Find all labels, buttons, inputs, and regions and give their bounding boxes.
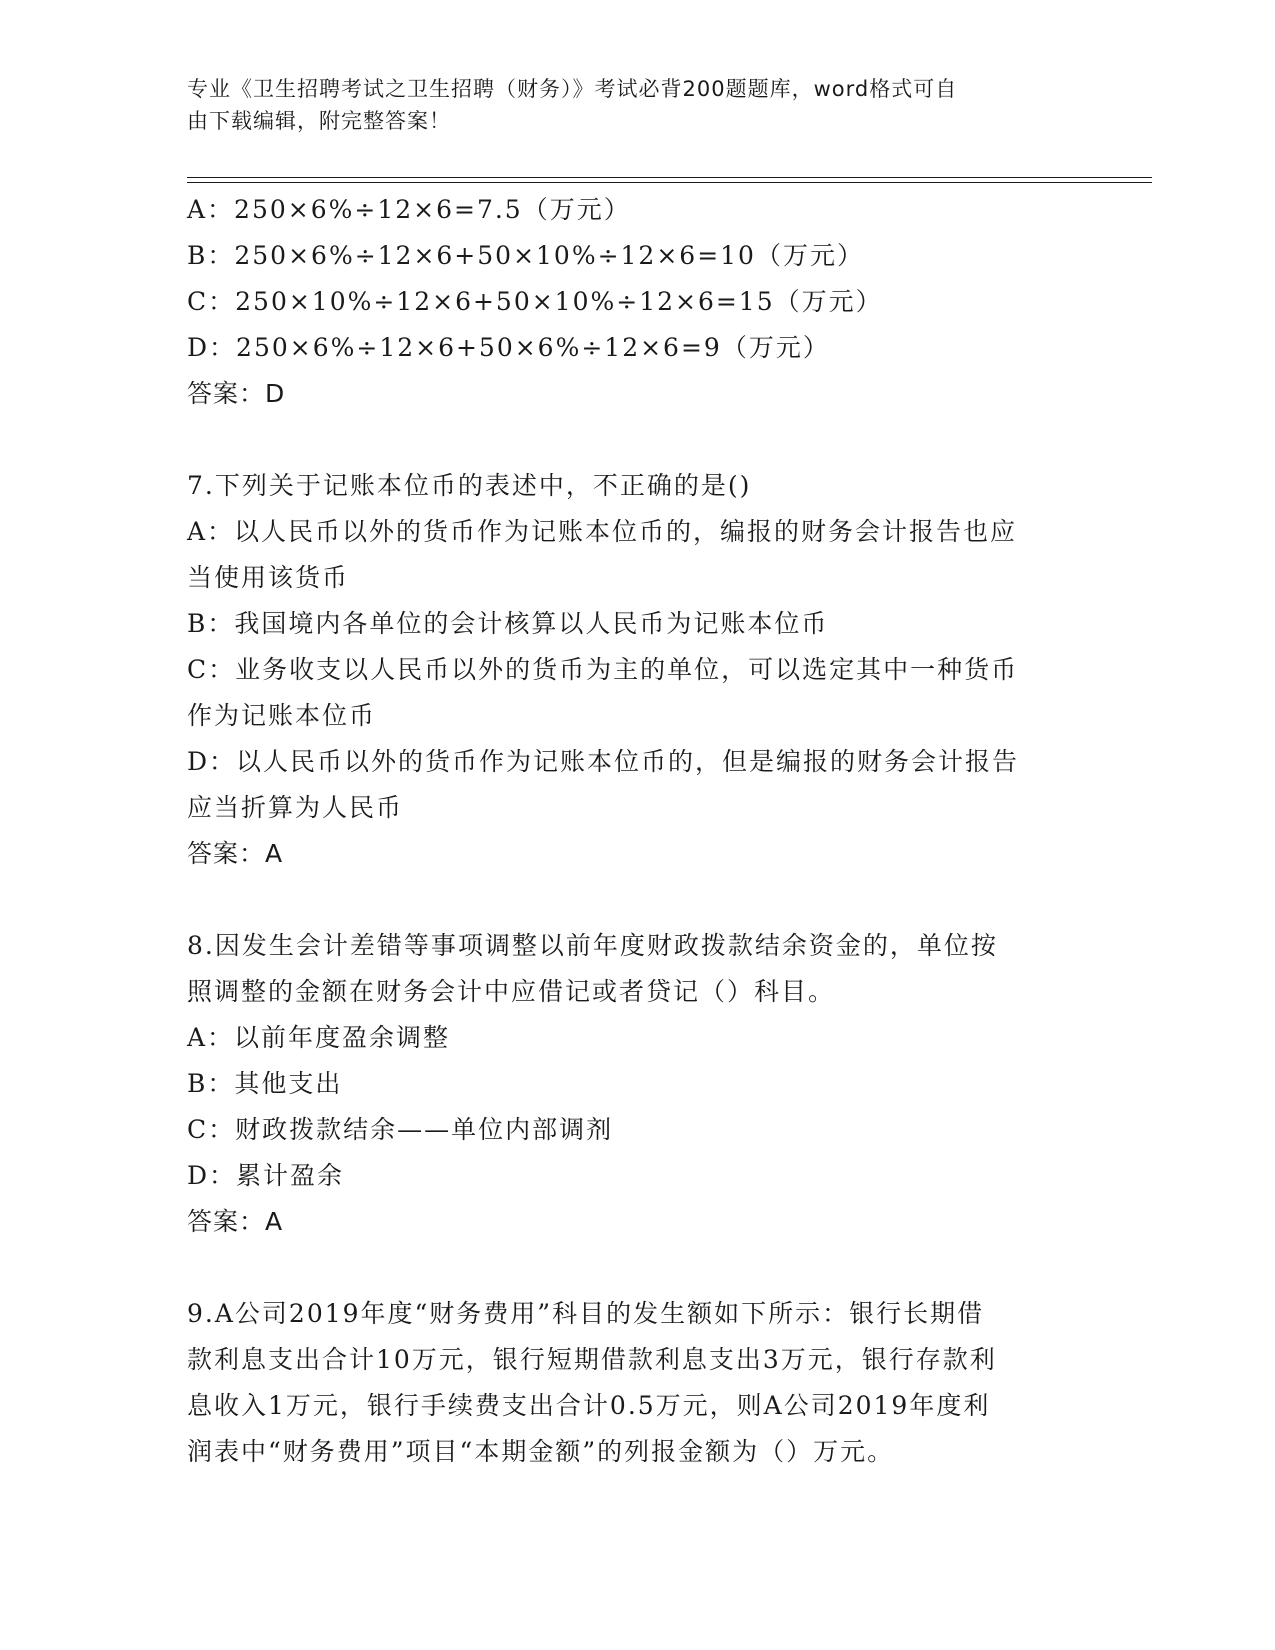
q6-option-c: C：250×10%÷12×6+50×10%÷12×6=15（万元） [187,287,883,316]
q7-option-b: B：我国境内各单位的会计核算以人民币为记账本位币 [187,609,829,638]
q7-option-a-line-1: A：以人民币以外的货币作为记账本位币的，编报的财务会计报告也应 [187,517,1018,546]
q7-option-a-line-2: 当使用该货币 [187,563,350,592]
q9-stem-line-4: 润表中“财务费用”项目“本期金额”的列报金额为（）万元。 [187,1437,895,1466]
q6-answer: 答案：D [187,379,286,408]
q8-answer: 答案：A [187,1207,284,1236]
header-line-2: 由下载编辑，附完整答案！ [187,109,451,133]
document-header [187,73,1067,137]
q7-option-c-line-2: 作为记账本位币 [187,701,377,730]
spacer [187,417,1087,463]
header-divider-thin [187,177,1152,178]
q8-stem-line-2: 照调整的金额在财务会计中应借记或者贷记（）科目。 [187,977,836,1006]
spacer [187,1245,1087,1291]
q8-option-c: C：财政拨款结余——单位内部调剂 [187,1115,614,1144]
q7-stem: 7.下列关于记账本位币的表述中，不正确的是() [187,471,752,500]
header-divider-thick [187,182,1152,183]
q7-option-d-line-2: 应当折算为人民币 [187,793,404,822]
header-line-1: 专业《卫生招聘考试之卫生招聘（财务）》考试必背200题题库，word格式可自 [187,77,958,101]
q9-stem-line-2: 款利息支出合计10万元，银行短期借款利息支出3万元，银行存款利 [187,1345,997,1374]
q8-option-d: D：累计盈余 [187,1161,345,1190]
question-content [187,187,1087,1475]
q8-option-a: A：以前年度盈余调整 [187,1023,451,1052]
q7-option-d-line-1: D：以人民币以外的货币作为记账本位币的，但是编报的财务会计报告 [187,747,1020,776]
q6-option-d: D：250×6%÷12×6+50×6%÷12×6=9（万元） [187,333,830,362]
q9-stem-line-1: 9.A公司2019年度“财务费用”科目的发生额如下所示：银行长期借 [187,1299,985,1328]
q6-option-b: B：250×6%÷12×6+50×10%÷12×6=10（万元） [187,241,864,270]
q6-option-a: A：250×6%÷12×6=7.5（万元） [187,195,631,224]
q8-stem-line-1: 8.因发生会计差错等事项调整以前年度财政拨款结余资金的，单位按 [187,931,998,960]
q7-option-c-line-1: C：业务收支以人民币以外的货币为主的单位，可以选定其中一种货币 [187,655,1019,684]
q7-answer: 答案：A [187,839,284,868]
q9-stem-line-3: 息收入1万元，银行手续费支出合计0.5万元，则A公司2019年度利 [187,1391,991,1420]
spacer [187,877,1087,923]
q8-option-b: B：其他支出 [187,1069,343,1098]
